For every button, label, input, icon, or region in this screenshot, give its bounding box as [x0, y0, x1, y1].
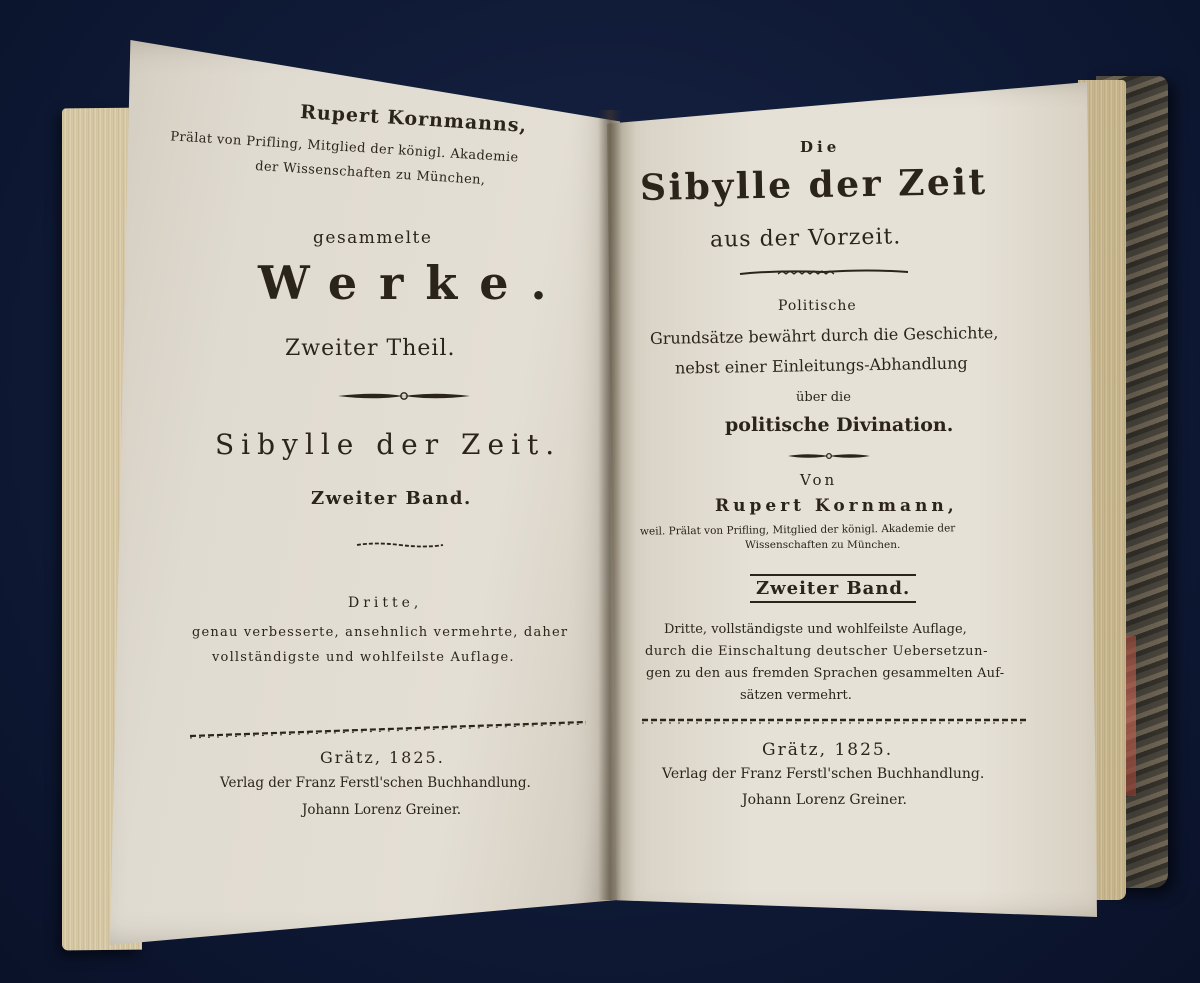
right-affiliation-line1: weil. Prälat von Prifling, Mitglied der königl. Akademie der	[639, 522, 956, 538]
left-ornament-rule-1	[336, 388, 472, 404]
left-publisher-line2: Johann Lorenz Greiner.	[302, 802, 462, 818]
right-by: Von	[800, 471, 838, 489]
book-gutter	[598, 110, 622, 900]
left-affiliation-line1: Prälat von Prifling, Mitglied der königl. Akademie	[169, 129, 520, 166]
right-place-year: Grätz, 1825.	[762, 740, 894, 760]
left-place-year: Grätz, 1825.	[320, 748, 445, 767]
right-edition-line1: Dritte, vollständigste und wohlfeilste Auflage,	[664, 622, 967, 637]
right-edition-line3: gen zu den aus fremden Sprachen gesammelten Auf-	[646, 666, 1005, 681]
left-edition-line3: vollständigste und wohlfeilste Auflage.	[212, 650, 515, 665]
right-ornament-rule-1	[738, 266, 910, 278]
left-author: Rupert Kornmanns,	[299, 101, 528, 137]
right-subtitle-line2: Grundsätze bewährt durch die Geschichte,	[649, 322, 999, 349]
right-edition-line2: durch die Einschaltung deutscher Uebersetzun-	[645, 644, 989, 659]
left-works-title: Werke.	[258, 256, 569, 310]
right-edition-line4: sätzen vermehrt.	[740, 688, 852, 703]
right-subtitle-line3: nebst einer Einleitungs-Abhandlung	[674, 353, 968, 378]
right-volume: Zweiter Band.	[750, 574, 916, 603]
left-edition-line1: Dritte,	[348, 595, 423, 611]
right-ornament-rule-2	[786, 450, 872, 462]
right-subtitle-line1: Politische	[778, 298, 857, 314]
right-title-article: Die	[800, 138, 841, 156]
left-collected: gesammelte	[313, 228, 433, 248]
left-publisher-line1: Verlag der Franz Ferstl'schen Buchhandlung.	[220, 775, 531, 791]
left-ornament-border	[188, 716, 588, 740]
left-affiliation-line2: der Wissenschaften zu München,	[254, 158, 486, 189]
right-ornament-border	[640, 712, 1030, 728]
right-author: Rupert Kornmann,	[715, 496, 958, 516]
right-subtitle-line4: über die	[796, 390, 851, 405]
left-edition-line2: genau verbesserte, ansehnlich vermehrte, daher	[192, 625, 569, 640]
left-volume: Zweiter Band.	[311, 488, 472, 509]
left-series-title: Sibylle der Zeit.	[215, 428, 562, 461]
right-publisher-line1: Verlag der Franz Ferstl'schen Buchhandlung.	[662, 766, 985, 782]
left-part: Zweiter Theil.	[285, 336, 456, 361]
right-subtitle-line5: politische Divination.	[725, 414, 954, 436]
right-title-sub: aus der Vorzeit.	[709, 224, 902, 253]
right-publisher-line2: Johann Lorenz Greiner.	[742, 792, 907, 808]
right-main-title: Sibylle der Zeit	[639, 160, 988, 210]
right-affiliation-line2: Wissenschaften zu München.	[745, 539, 901, 551]
left-ornament-rule-2	[355, 540, 445, 550]
